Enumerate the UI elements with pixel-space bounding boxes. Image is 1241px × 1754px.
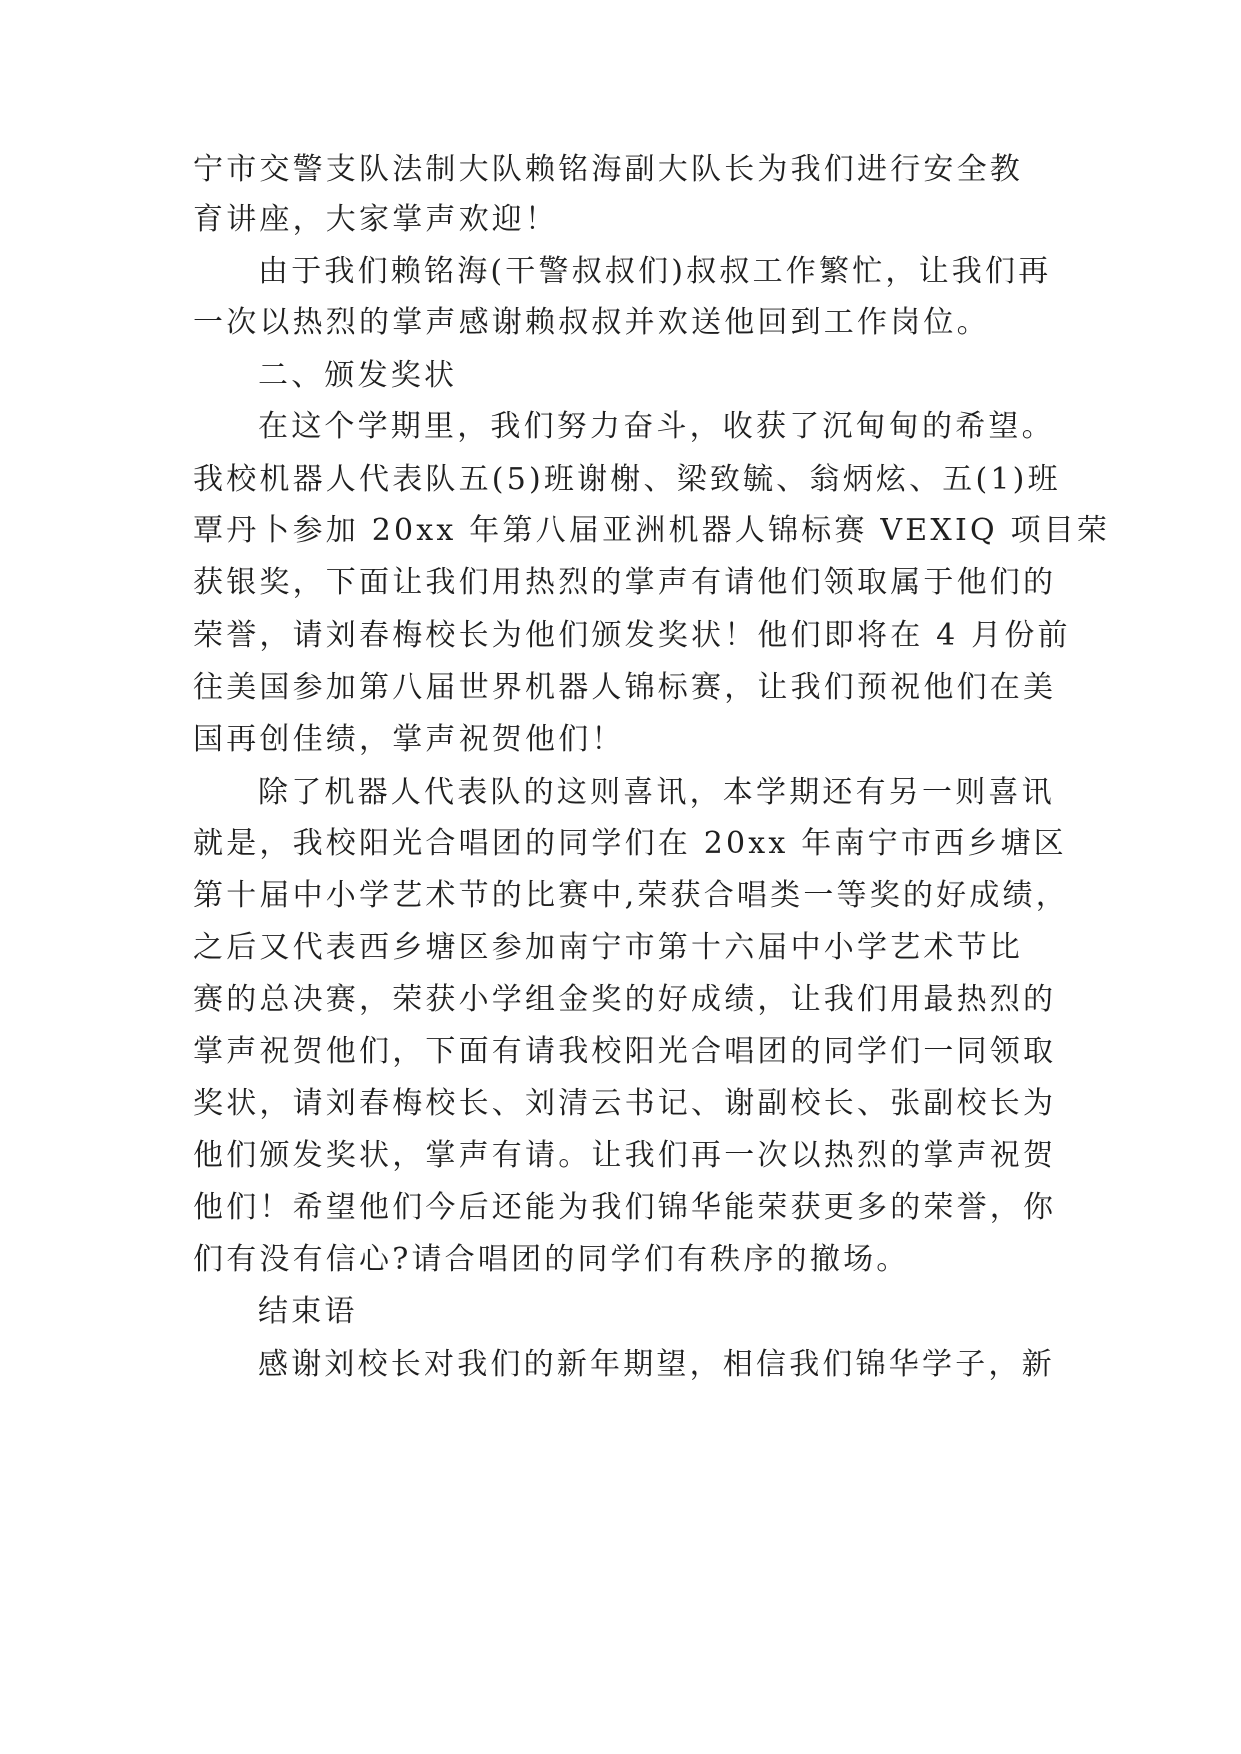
text-line: 荣誉，请刘春梅校长为他们颁发奖状！他们即将在 4 月份前 <box>193 618 1071 653</box>
text-line: 就是，我校阳光合唱团的同学们在 20xx 年南宁市西乡塘区 <box>193 826 1067 861</box>
text-line: 之后又代表西乡塘区参加南宁市第十六届中小学艺术节比 <box>193 930 1023 965</box>
text-line: 宁市交警支队法制大队赖铭海副大队长为我们进行安全教 <box>193 152 1023 187</box>
text-line: 国再创佳绩，掌声祝贺他们！ <box>193 722 625 757</box>
section-heading: 二、颁发奖状 <box>258 358 458 393</box>
text-line: 第十届中小学艺术节的比赛中,荣获合唱类一等奖的好成绩， <box>193 878 1069 913</box>
text-line: 奖状，请刘春梅校长、刘清云书记、谢副校长、张副校长为 <box>193 1086 1057 1121</box>
text-line: 由于我们赖铭海(干警叔叔们)叔叔工作繁忙，让我们再 <box>258 254 1052 289</box>
text-line: 他们！希望他们今后还能为我们锦华能荣获更多的荣誉，你 <box>193 1190 1057 1225</box>
text-line: 除了机器人代表队的这则喜讯，本学期还有另一则喜讯 <box>258 775 1055 810</box>
text-line: 获银奖，下面让我们用热烈的掌声有请他们领取属于他们的 <box>193 565 1057 600</box>
text-line: 覃丹卜参加 20xx 年第八届亚洲机器人锦标赛 VEXIQ 项目荣 <box>193 513 1111 548</box>
text-line: 们有没有信心?请合唱团的同学们有秩序的撤场。 <box>193 1242 910 1277</box>
text-line: 在这个学期里，我们努力奋斗，收获了沉甸甸的希望。 <box>258 409 1055 444</box>
text-line: 育讲座，大家掌声欢迎！ <box>193 202 559 237</box>
text-line: 他们颁发奖状，掌声有请。让我们再一次以热烈的掌声祝贺 <box>193 1138 1057 1173</box>
text-line: 掌声祝贺他们，下面有请我校阳光合唱团的同学们一同领取 <box>193 1034 1057 1069</box>
text-line: 一次以热烈的掌声感谢赖叔叔并欢送他回到工作岗位。 <box>193 305 990 340</box>
text-line: 往美国参加第八届世界机器人锦标赛，让我们预祝他们在美 <box>193 670 1057 705</box>
text-line: 感谢刘校长对我们的新年期望，相信我们锦华学子，新 <box>258 1347 1055 1382</box>
text-line: 赛的总决赛，荣获小学组金奖的好成绩，让我们用最热烈的 <box>193 982 1057 1017</box>
text-line: 我校机器人代表队五(5)班谢榭、梁致毓、翁炳炫、五(1)班 <box>193 462 1061 497</box>
section-heading: 结束语 <box>258 1294 358 1329</box>
